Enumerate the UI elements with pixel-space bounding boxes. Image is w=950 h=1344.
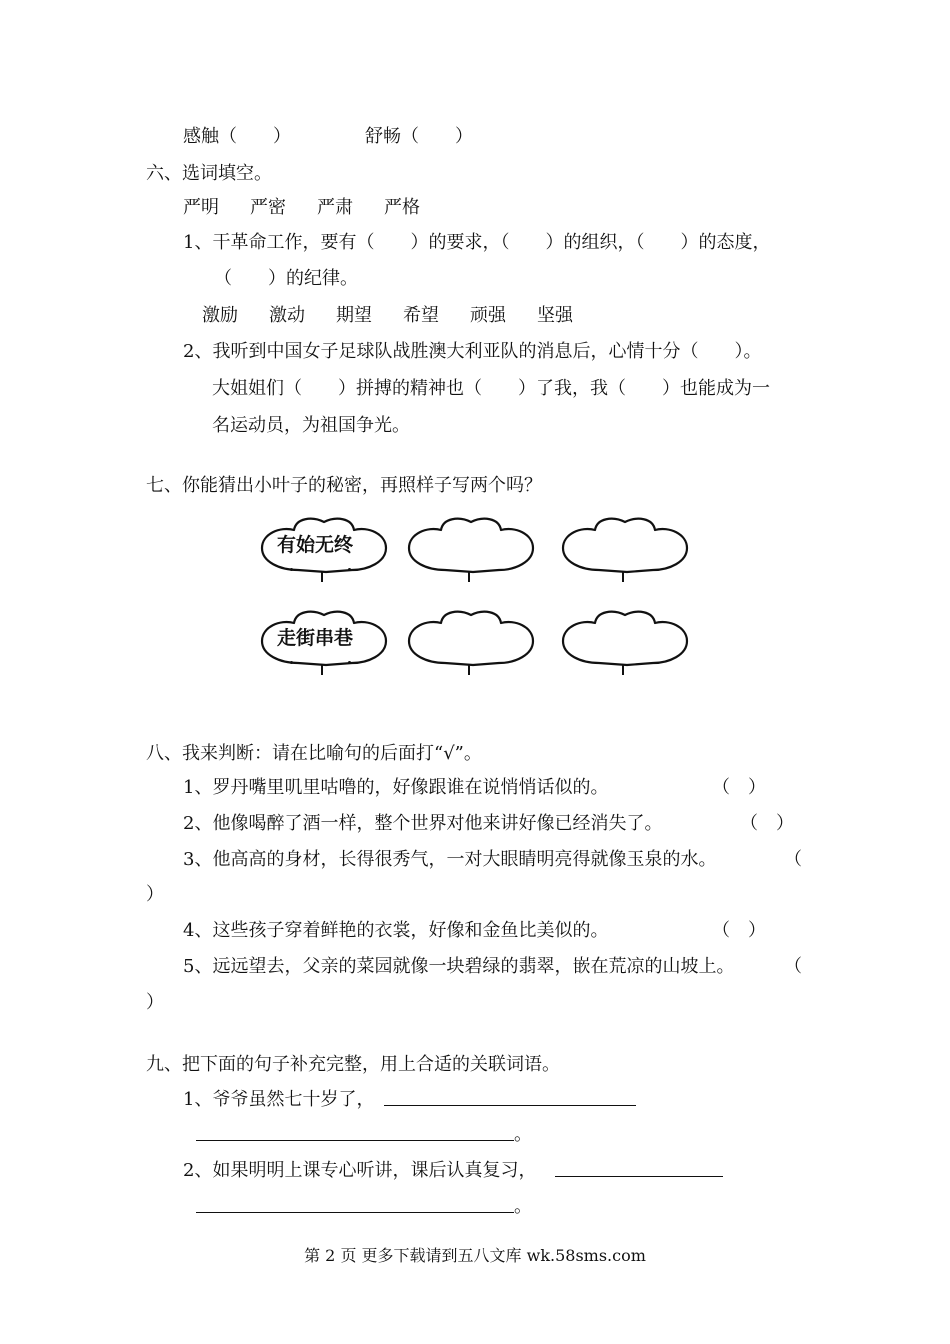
question-6-2-cont2: 名运动员，为祖国争光。: [212, 415, 410, 436]
judge-item: 1、罗丹嘴里叽里咕噜的，好像跟谁在说悄悄话似的。: [183, 777, 609, 798]
word-option: 期望: [336, 305, 372, 326]
judge-mark-tail: ）: [146, 992, 164, 1013]
judge-item: 2、他像喝醉了酒一样，整个世界对他来讲好像已经消失了。: [183, 813, 663, 834]
emphasis-dot: [290, 661, 293, 664]
judge-mark-tail: ）: [146, 884, 164, 905]
question-6-2-cont: 大姐姐们（ ）拼搏的精神也（ ）了我，我（ ）也能成为一: [212, 378, 770, 399]
answer-line[interactable]: [555, 1176, 723, 1177]
section-9-title: 九、把下面的句子补充完整，用上合适的关联词语。: [146, 1054, 560, 1075]
leaf-blank[interactable]: [403, 605, 541, 675]
word-option: 激动: [269, 305, 305, 326]
leaf-example-2: [256, 605, 394, 675]
page-footer: 第 2 页 更多下载请到五八文库 wk.58sms.com: [304, 1246, 646, 1265]
word-option: 激励: [202, 305, 238, 326]
word-option: 严肃: [317, 197, 353, 218]
judge-item: 4、这些孩子穿着鲜艳的衣裳，好像和金鱼比美似的。: [183, 920, 609, 941]
period: 。: [514, 1124, 532, 1145]
judge-mark[interactable]: （ ）: [740, 813, 794, 834]
judge-mark[interactable]: （: [784, 849, 802, 870]
judge-item: 3、他高高的身材，长得很秀气，一对大眼睛明亮得就像玉泉的水。: [183, 849, 717, 870]
question-6-2: 2、我听到中国女子足球队战胜澳大利亚队的消息后，心情十分（ ）。: [183, 341, 762, 362]
emphasis-dot: [348, 661, 351, 664]
word-gan-chu: 感触（ ）: [183, 126, 291, 147]
word-option: 坚强: [537, 305, 573, 326]
word-option: 希望: [403, 305, 439, 326]
question-6-1-cont: （ ）的纪律。: [214, 268, 358, 289]
word-option: 顽强: [470, 305, 506, 326]
question-9-2: 2、如果明明上课专心听讲，课后认真复习，: [183, 1160, 537, 1181]
judge-item: 5、远远望去，父亲的菜园就像一块碧绿的翡翠，嵌在荒凉的山坡上。: [183, 956, 735, 977]
leaf-idiom: 有始无终: [276, 534, 353, 556]
word-option: 严格: [384, 197, 420, 218]
answer-line[interactable]: [384, 1105, 636, 1106]
leaf-blank[interactable]: [557, 512, 695, 582]
judge-mark[interactable]: （ ）: [712, 920, 766, 941]
answer-line[interactable]: [196, 1212, 514, 1213]
leaf-example-1: [256, 512, 394, 582]
judge-mark[interactable]: （ ）: [712, 777, 766, 798]
period: 。: [514, 1196, 532, 1217]
word-option: 严明: [183, 197, 219, 218]
leaf-idiom: 走街串巷: [276, 627, 353, 649]
section-7-title: 七、你能猜出小叶子的秘密，再照样子写两个吗？: [146, 475, 542, 496]
section-8-title: 八、我来判断：请在比喻句的后面打“√”。: [146, 743, 482, 764]
word-shu-chang: 舒畅（ ）: [365, 126, 473, 147]
word-option: 严密: [250, 197, 286, 218]
leaf-blank[interactable]: [403, 512, 541, 582]
answer-line[interactable]: [196, 1140, 514, 1141]
emphasis-dot: [348, 568, 351, 571]
section-6-title: 六、选词填空。: [146, 163, 272, 184]
emphasis-dot: [290, 568, 293, 571]
leaf-blank[interactable]: [557, 605, 695, 675]
judge-mark[interactable]: （: [784, 956, 802, 977]
question-6-1: 1、干革命工作，要有（ ）的要求，（ ）的组织，（ ）的态度，: [183, 232, 771, 253]
question-9-1: 1、爷爷虽然七十岁了，: [183, 1089, 375, 1110]
